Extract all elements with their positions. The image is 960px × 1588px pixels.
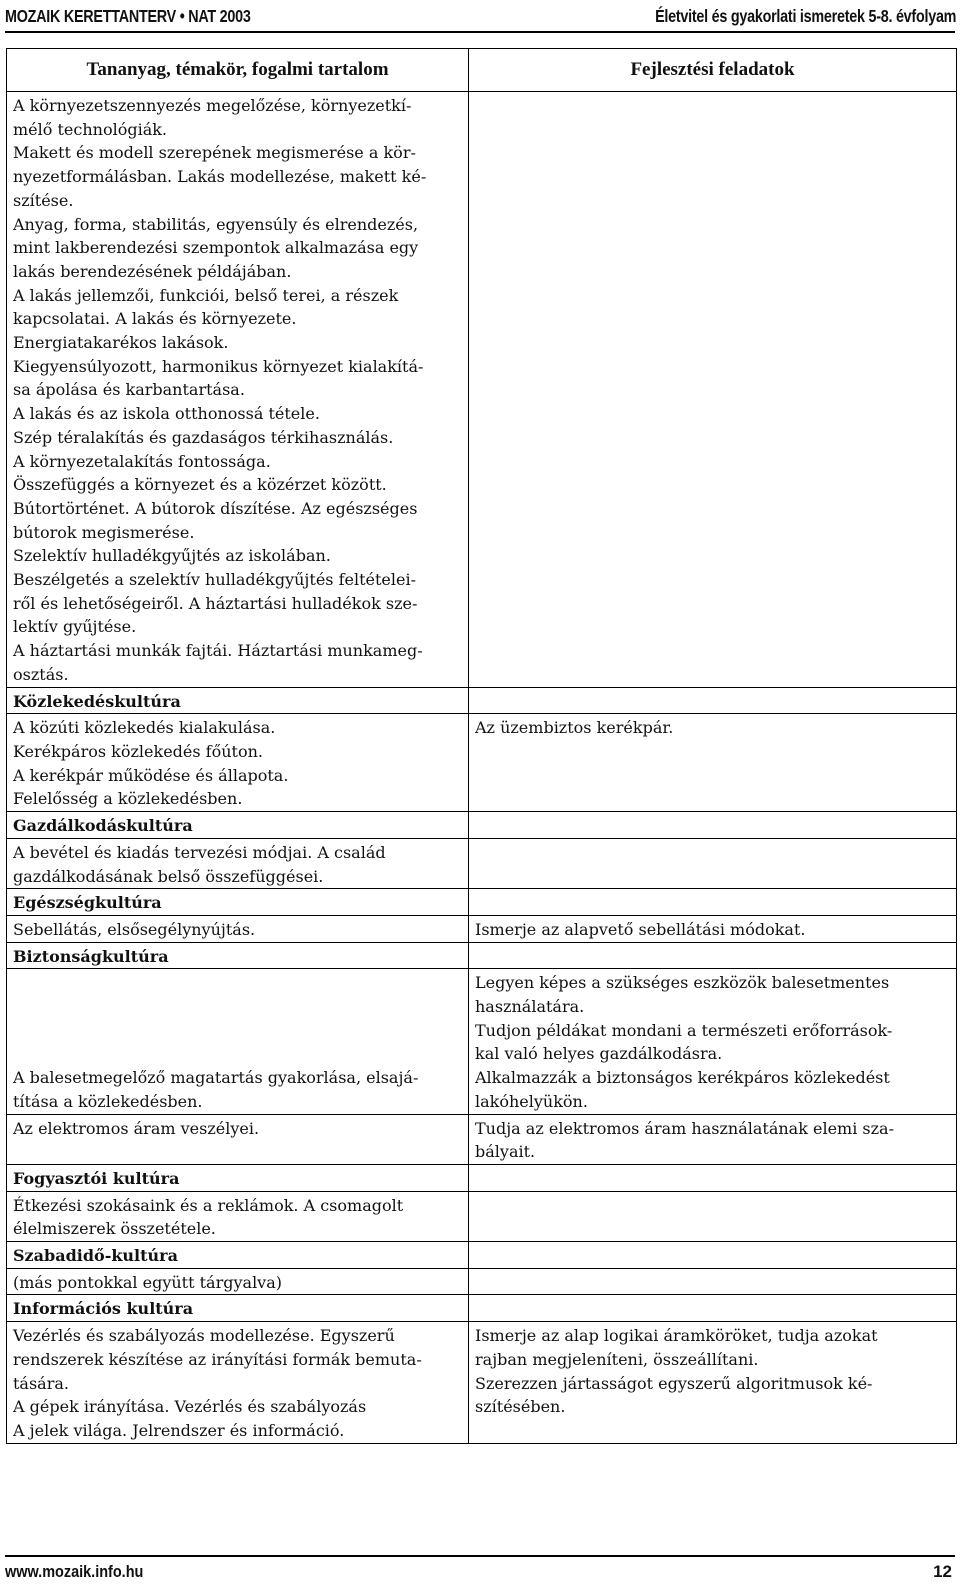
text-line: ről és lehetőségeiről. A háztartási hulladékok sze- — [13, 593, 418, 613]
table-row — [7, 1242, 957, 1269]
text-line: rajban megjeleníteni, összeállítani. — [475, 1349, 759, 1369]
text-line: Beszélgetés a szelektív hulladékgyűjtés feltételei- — [13, 570, 416, 590]
tasks-cell — [469, 969, 956, 1113]
text-line: sa ápolása és karbantartása. — [13, 380, 245, 400]
text-line: Felelősség a közlekedésben. — [13, 789, 243, 809]
table-row — [7, 1268, 957, 1295]
header-subject-title: Életvitel és gyakorlati ismeretek 5-8. évfolyam — [655, 6, 957, 26]
table-row — [7, 889, 957, 916]
text-line: Vezérlés és szabályozás modellezése. Egyszerű — [13, 1326, 395, 1346]
text-line: Tudja az elektromos áram használatának elemi sza- — [475, 1118, 894, 1138]
text-line: títása a közlekedésben. — [13, 1091, 203, 1111]
content-cell — [7, 1192, 468, 1241]
table-row — [7, 969, 957, 1114]
text-line: Szerezzen jártasságot egyszerű algoritmusok ké- — [475, 1373, 873, 1393]
text-line: lakás berendezésének példájában. — [13, 261, 292, 281]
text-line: lakóhelyükön. — [475, 1091, 588, 1111]
table-row — [7, 1114, 957, 1164]
text-line: kapcsolatai. A lakás és környezete. — [13, 309, 297, 329]
tasks-cell — [469, 916, 956, 942]
text-line: bútorok megismerése. — [13, 522, 195, 542]
section-heading-egeszseg: Egészségkultúra — [13, 893, 162, 913]
text-line: Bútortörténet. A bútorok díszítése. Az egészséges — [13, 498, 418, 518]
section-heading-biztonsag: Biztonságkultúra — [13, 946, 169, 966]
text-line: A lakás jellemzői, funkciói, belső terei, a részek — [13, 285, 399, 305]
header-rule — [5, 31, 955, 33]
text-line: Energiatakarékos lakások. — [13, 333, 229, 353]
text-line: szítése. — [13, 190, 74, 210]
text-line: A jelek világa. Jelrendszer és információ. — [13, 1420, 345, 1440]
col-header-tasks: Fejlesztési feladatok — [469, 49, 957, 92]
text-line: nyezetformálásban. Lakás modellezése, makett ké- — [13, 167, 427, 187]
text-line: A környezetszennyezés megelőzése, környezetkí- — [13, 96, 412, 115]
text-line: Ismerje az alapvető sebellátási módokat. — [475, 919, 806, 939]
text-line: Az üzembiztos kerékpár. — [475, 718, 674, 738]
text-line: mélő technológiák. — [13, 119, 168, 139]
text-line: szítésében. — [475, 1397, 566, 1417]
text-line: Étkezési szokásaink és a reklámok. A csomagolt — [13, 1195, 404, 1215]
text-line: kal való helyes gazdálkodásra. — [475, 1044, 723, 1064]
tasks-cell — [469, 92, 956, 94]
section-heading-gazdalkodas: Gazdálkodáskultúra — [13, 816, 193, 836]
table-header-row — [7, 49, 957, 92]
col-header-content: Tananyag, témakör, fogalmi tartalom — [7, 49, 469, 92]
content-cell — [7, 916, 468, 942]
text-line: gazdálkodásának belső összefüggései. — [13, 866, 324, 886]
table-row — [7, 1191, 957, 1241]
header-series-title: MOZAIK KERETTANTERV • NAT 2003 — [5, 6, 251, 26]
table-row — [7, 1164, 957, 1191]
text-line: használatára. — [475, 997, 585, 1017]
content-cell — [7, 1269, 468, 1295]
text-line: Tudjon példákat mondani a természeti erőforrások- — [475, 1020, 893, 1040]
text-line: Alkalmazzák a biztonságos kerékpáros közlekedést — [475, 1068, 890, 1088]
page-header — [5, 4, 956, 32]
section-heading-informacios: Információs kultúra — [13, 1299, 194, 1319]
table-row — [7, 714, 957, 812]
table-row — [7, 92, 957, 688]
content-cell — [7, 839, 468, 888]
text-line: tására. — [13, 1373, 69, 1393]
text-line: Legyen képes a szükséges eszközök balesetmentes — [475, 973, 890, 993]
text-line: élelmiszerek összetétele. — [13, 1219, 216, 1239]
content-cell — [7, 714, 468, 811]
text-line: bályait. — [475, 1142, 536, 1162]
tasks-cell — [469, 714, 956, 740]
content-lines — [13, 1066, 462, 1113]
text-line: Anyag, forma, stabilitás, egyensúly és elrendezés, — [13, 214, 419, 234]
tasks-cell — [469, 1322, 956, 1419]
text-line: Ismerje az alap logikai áramköröket, tudja azokat — [475, 1326, 878, 1346]
page-number: 12 — [933, 1562, 952, 1581]
text-line: lektív gyűjtése. — [13, 617, 137, 637]
text-line: Kiegyensúlyozott, harmonikus környezet kialakítá- — [13, 356, 424, 376]
text-line: A gépek irányítása. Vezérlés és szabályozás — [13, 1397, 367, 1417]
text-line: (más pontokkal együtt tárgyalva) — [13, 1272, 282, 1292]
table-row — [7, 1295, 957, 1322]
text-line: Összefüggés a környezet és a közérzet között. — [13, 475, 387, 495]
section-heading-fogyasztoi: Fogyasztói kultúra — [13, 1168, 180, 1188]
text-line: A balesetmegelőző magatartás gyakorlása, elsajá- — [13, 1068, 419, 1088]
footer-website: www.mozaik.info.hu — [5, 1562, 144, 1581]
table-row — [7, 838, 957, 888]
curriculum-table — [6, 48, 957, 1444]
text-line: A háztartási munkák fajtái. Háztartási munkameg- — [13, 641, 423, 661]
section-heading-kozlekedes: Közlekedéskultúra — [13, 691, 181, 711]
table-row — [7, 812, 957, 839]
text-line: A lakás és az iskola otthonossá tétele. — [13, 404, 320, 424]
text-line: osztás. — [13, 664, 69, 684]
table-row — [7, 915, 957, 942]
text-line: Az elektromos áram veszélyei. — [13, 1118, 260, 1138]
text-line: Szép téralakítás és gazdaságos térkihasználás. — [13, 427, 394, 447]
content-cell — [7, 1115, 468, 1141]
content-cell — [7, 1322, 468, 1443]
text-line: rendszerek készítése az irányítási formák bemuta- — [13, 1349, 422, 1369]
footer-rule — [5, 1555, 955, 1557]
table-row — [7, 942, 957, 969]
text-line: A bevétel és kiadás tervezési módjai. A család — [13, 842, 386, 862]
tasks-cell — [469, 1115, 956, 1164]
text-line: Kerékpáros közlekedés főúton. — [13, 741, 263, 761]
content-cell — [7, 969, 468, 1113]
section-heading-szabadido: Szabadidő-kultúra — [13, 1246, 178, 1266]
text-line: A közúti közlekedés kialakulása. — [13, 718, 276, 738]
content-cell — [7, 92, 468, 687]
text-line: Sebellátás, elsősegélynyújtás. — [13, 919, 256, 939]
table-row — [7, 687, 957, 714]
text-line: A kerékpár működése és állapota. — [13, 765, 289, 785]
table-row — [7, 1322, 957, 1444]
text-line: Makett és modell szerepének megismerése a kör- — [13, 143, 416, 163]
text-line: Szelektív hulladékgyűjtés az iskolában. — [13, 546, 331, 566]
text-line: mint lakberendezési szempontok alkalmazása egy — [13, 238, 419, 258]
text-line: A környezetalakítás fontossága. — [13, 451, 271, 471]
